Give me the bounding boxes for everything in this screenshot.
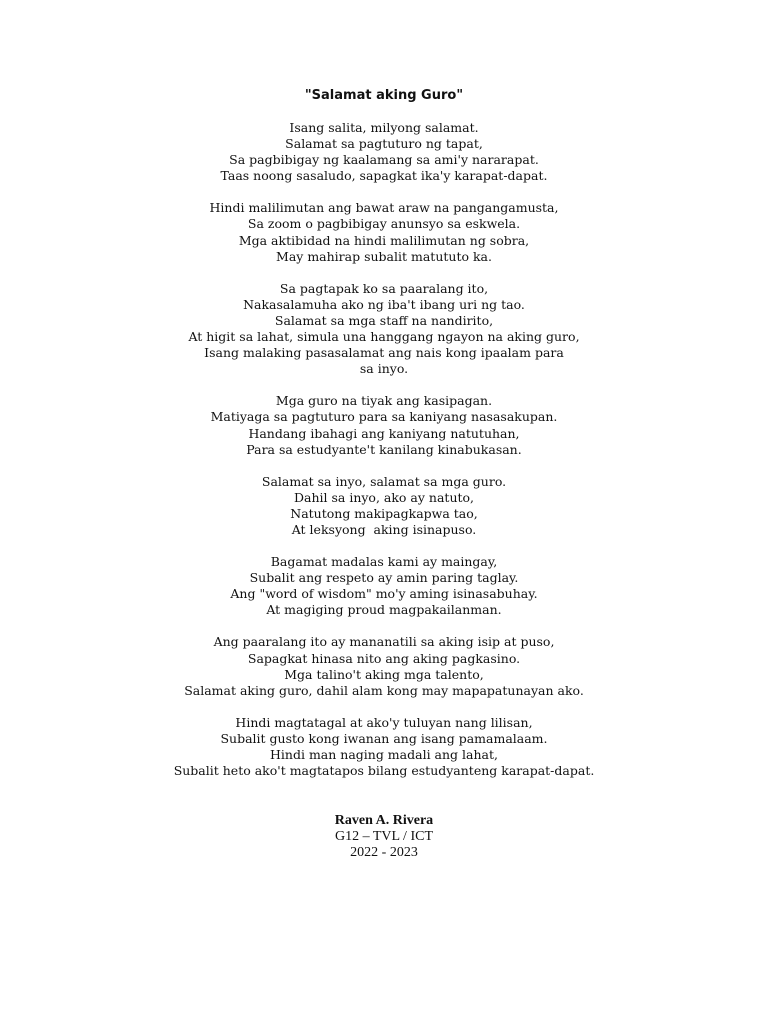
- poem-title: "Salamat aking Guro": [304, 88, 464, 103]
- stanza: [0, 634, 768, 698]
- poem-line: Sa pagtapak ko sa paaralang ito,: [279, 280, 489, 296]
- poem-body: [0, 120, 768, 795]
- poem-line: Mga aktibidad na hindi malilimutan ng sobra,: [238, 232, 530, 248]
- poem-line: Ang "word of wisdom" mo'y aming isinasabuhay.: [230, 586, 538, 602]
- poem-line: Taas noong sasaludo, sapagkat ika'y karapat-dapat.: [220, 168, 548, 184]
- poem-line: Salamat sa inyo, salamat sa mga guro.: [261, 473, 507, 489]
- author-name: Raven A. Rivera: [334, 813, 434, 828]
- poem-line: Subalit heto ako't magtatapos bilang estudyanteng karapat-dapat.: [173, 763, 595, 779]
- poem-line: Isang salita, milyong salamat.: [289, 120, 479, 135]
- stanza: [0, 120, 768, 184]
- signature-block: [0, 812, 768, 861]
- poem-line: Salamat sa pagtuturo ng tapat,: [285, 136, 483, 152]
- poem-line: Sa pagbibigay ng kaalamang sa ami'y nararapat.: [229, 152, 539, 168]
- poem-line: Dahil sa inyo, ako ay natuto,: [293, 489, 475, 505]
- poem-line: Hindi magtatagal at ako'y tuluyan nang lilisan,: [235, 714, 533, 730]
- poem-line: Sa zoom o pagbibigay anunsyo sa eskwela.: [247, 216, 521, 232]
- poem-line: Matiyaga sa pagtuturo para sa kaniyang nasasakupan.: [210, 409, 558, 425]
- school-year: 2022 - 2023: [350, 845, 418, 860]
- stanza: [0, 281, 768, 378]
- poem-line: Nakasalamuha ako ng iba't ibang uri ng tao.: [243, 296, 525, 312]
- stanza: [0, 474, 768, 538]
- poem-line: Sapagkat hinasa nito ang aking pagkasino.: [247, 650, 521, 666]
- poem-line: Isang malaking pasasalamat ang nais kong ipaalam para: [204, 345, 564, 361]
- poem-line: Subalit ang respeto ay amin paring taglay.: [249, 570, 519, 586]
- poem-line: Salamat sa mga staff na nandirito,: [274, 312, 494, 328]
- poem-line: sa inyo.: [359, 361, 409, 377]
- poem-line: Bagamat madalas kami ay maingay,: [270, 554, 498, 570]
- poem-line: Salamat aking guro, dahil alam kong may mapapatunayan ako.: [184, 682, 584, 698]
- poem-line: Para sa estudyante't kanilang kinabukasan.: [246, 441, 522, 457]
- poem-line: Ang paaralang ito ay mananatili sa aking isip at puso,: [213, 634, 555, 650]
- poem-line: Hindi man naging madali ang lahat,: [270, 747, 498, 762]
- poem-line: May mahirap subalit matututo ka.: [276, 248, 492, 264]
- poem-line: Subalit gusto kong iwanan ang isang pamamalaam.: [220, 730, 548, 746]
- poem-line: Natutong makipagkapwa tao,: [290, 505, 478, 521]
- stanza: [0, 200, 768, 264]
- poem-line: At higit sa lahat, simula una hanggang ngayon na aking guro,: [188, 329, 580, 345]
- author-section: G12 – TVL / ICT: [335, 829, 433, 844]
- poem-line: At leksyong aking isinapuso.: [291, 521, 477, 537]
- poem-line: Hindi malilimutan ang bawat araw na pangangamusta,: [209, 200, 559, 216]
- stanza: [0, 715, 768, 779]
- poem-line: Mga talino't aking mga talento,: [284, 666, 484, 682]
- poem-line: Handang ibahagi ang kaniyang natutuhan,: [248, 425, 520, 441]
- stanza: [0, 554, 768, 618]
- poem-line: At magiging proud magpakailanman.: [266, 602, 502, 618]
- poem-line: Mga guro na tiyak ang kasipagan.: [275, 393, 493, 409]
- stanza: [0, 393, 768, 457]
